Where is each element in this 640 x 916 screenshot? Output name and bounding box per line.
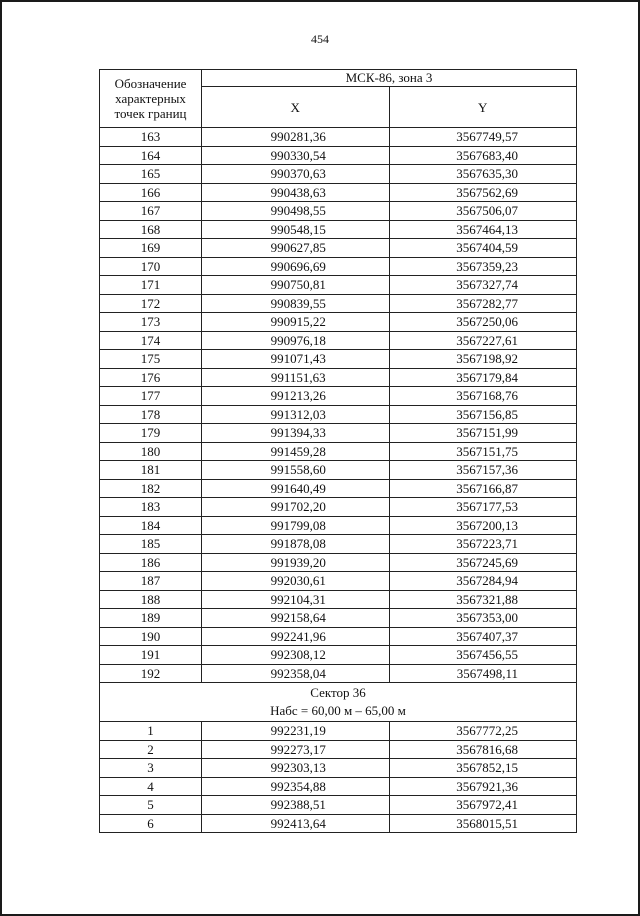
point-number: 164 (100, 146, 202, 165)
table-row (100, 796, 577, 815)
point-number: 2 (100, 740, 202, 759)
table-row (100, 183, 577, 202)
y-coordinate: 3567921,36 (389, 777, 577, 796)
x-coordinate: 991071,43 (202, 350, 390, 369)
x-coordinate: 991459,28 (202, 442, 390, 461)
x-coordinate: 990750,81 (202, 276, 390, 295)
table-body-main (100, 128, 577, 683)
point-number: 4 (100, 777, 202, 796)
sector-height: Набс = 60,00 м – 65,00 м (270, 703, 406, 718)
x-coordinate: 990330,54 (202, 146, 390, 165)
table-row (100, 759, 577, 778)
point-number: 173 (100, 313, 202, 332)
x-coordinate: 991151,63 (202, 368, 390, 387)
x-coordinate: 992413,64 (202, 814, 390, 833)
sector-block (100, 683, 577, 722)
x-coordinate: 992303,13 (202, 759, 390, 778)
table-row (100, 572, 577, 591)
x-coordinate: 991213,26 (202, 387, 390, 406)
table-row (100, 814, 577, 833)
point-number: 187 (100, 572, 202, 591)
y-coordinate: 3567179,84 (389, 368, 577, 387)
y-coordinate: 3567635,30 (389, 165, 577, 184)
x-coordinate: 992388,51 (202, 796, 390, 815)
table-row (100, 220, 577, 239)
y-coordinate: 3567972,41 (389, 796, 577, 815)
table-row (100, 350, 577, 369)
x-coordinate: 990438,63 (202, 183, 390, 202)
point-number: 184 (100, 516, 202, 535)
y-coordinate: 3567223,71 (389, 535, 577, 554)
y-coordinate: 3567353,00 (389, 609, 577, 628)
point-number: 186 (100, 553, 202, 572)
table-row (100, 664, 577, 683)
sector-header-row (100, 683, 577, 722)
table-row (100, 722, 577, 741)
y-coordinate: 3567227,61 (389, 331, 577, 350)
y-coordinate: 3567407,37 (389, 627, 577, 646)
x-coordinate: 990370,63 (202, 165, 390, 184)
x-coordinate: 992030,61 (202, 572, 390, 591)
x-coordinate: 991799,08 (202, 516, 390, 535)
table-row (100, 424, 577, 443)
y-coordinate: 3567749,57 (389, 128, 577, 147)
y-coordinate: 3567404,59 (389, 239, 577, 258)
x-coordinate: 992358,04 (202, 664, 390, 683)
x-coordinate: 990548,15 (202, 220, 390, 239)
header-line: точек границ (114, 106, 187, 121)
x-coordinate: 992158,64 (202, 609, 390, 628)
y-coordinate: 3567151,99 (389, 424, 577, 443)
sector-header (100, 683, 577, 722)
table-row (100, 294, 577, 313)
table-row (100, 146, 577, 165)
point-number: 169 (100, 239, 202, 258)
point-number: 183 (100, 498, 202, 517)
point-number: 175 (100, 350, 202, 369)
x-coordinate: 990976,18 (202, 331, 390, 350)
point-number: 188 (100, 590, 202, 609)
header-point-designation (100, 70, 202, 128)
table-row (100, 442, 577, 461)
table-row (100, 239, 577, 258)
point-number: 182 (100, 479, 202, 498)
table-row (100, 202, 577, 221)
table-row (100, 387, 577, 406)
y-coordinate: 3567200,13 (389, 516, 577, 535)
table-row (100, 590, 577, 609)
table-row (100, 740, 577, 759)
table-row (100, 535, 577, 554)
y-coordinate: 3567198,92 (389, 350, 577, 369)
x-coordinate: 991702,20 (202, 498, 390, 517)
x-coordinate: 992231,19 (202, 722, 390, 741)
table-body-sector (100, 722, 577, 833)
table-row (100, 276, 577, 295)
point-number: 189 (100, 609, 202, 628)
point-number: 168 (100, 220, 202, 239)
header-line: Обозначение (114, 76, 187, 91)
table-row (100, 461, 577, 480)
sector-title: Сектор 36 (310, 685, 366, 700)
y-coordinate: 3567456,55 (389, 646, 577, 665)
x-coordinate: 992308,12 (202, 646, 390, 665)
point-number: 167 (100, 202, 202, 221)
point-number: 170 (100, 257, 202, 276)
x-coordinate: 992354,88 (202, 777, 390, 796)
table-row (100, 257, 577, 276)
y-coordinate: 3567151,75 (389, 442, 577, 461)
point-number: 179 (100, 424, 202, 443)
point-number: 185 (100, 535, 202, 554)
y-coordinate: 3567772,25 (389, 722, 577, 741)
y-coordinate: 3567683,40 (389, 146, 577, 165)
point-number: 1 (100, 722, 202, 741)
point-number: 176 (100, 368, 202, 387)
header-line: характерных (115, 91, 186, 106)
y-coordinate: 3567250,06 (389, 313, 577, 332)
point-number: 181 (100, 461, 202, 480)
y-coordinate: 3567166,87 (389, 479, 577, 498)
x-coordinate: 992273,17 (202, 740, 390, 759)
y-coordinate: 3567321,88 (389, 590, 577, 609)
y-coordinate: 3567359,23 (389, 257, 577, 276)
y-coordinate: 3567464,13 (389, 220, 577, 239)
table-row (100, 498, 577, 517)
y-coordinate: 3567245,69 (389, 553, 577, 572)
header-y: Y (389, 87, 577, 128)
y-coordinate: 3567282,77 (389, 294, 577, 313)
table-row (100, 128, 577, 147)
point-number: 191 (100, 646, 202, 665)
point-number: 5 (100, 796, 202, 815)
x-coordinate: 991640,49 (202, 479, 390, 498)
y-coordinate: 3567506,07 (389, 202, 577, 221)
x-coordinate: 991939,20 (202, 553, 390, 572)
y-coordinate: 3568015,51 (389, 814, 577, 833)
table-row (100, 777, 577, 796)
point-number: 163 (100, 128, 202, 147)
point-number: 178 (100, 405, 202, 424)
y-coordinate: 3567498,11 (389, 664, 577, 683)
table-row (100, 479, 577, 498)
table-row (100, 313, 577, 332)
table-row (100, 609, 577, 628)
x-coordinate: 990839,55 (202, 294, 390, 313)
coordinates-table (99, 69, 577, 833)
page-number: 454 (311, 32, 329, 46)
x-coordinate: 990281,36 (202, 128, 390, 147)
point-number: 165 (100, 165, 202, 184)
y-coordinate: 3567852,15 (389, 759, 577, 778)
x-coordinate: 990696,69 (202, 257, 390, 276)
x-coordinate: 990498,55 (202, 202, 390, 221)
y-coordinate: 3567168,76 (389, 387, 577, 406)
table-row (100, 368, 577, 387)
point-number: 3 (100, 759, 202, 778)
point-number: 171 (100, 276, 202, 295)
point-number: 180 (100, 442, 202, 461)
table-row (100, 165, 577, 184)
x-coordinate: 992241,96 (202, 627, 390, 646)
x-coordinate: 991878,08 (202, 535, 390, 554)
x-coordinate: 992104,31 (202, 590, 390, 609)
y-coordinate: 3567816,68 (389, 740, 577, 759)
y-coordinate: 3567562,69 (389, 183, 577, 202)
point-number: 174 (100, 331, 202, 350)
y-coordinate: 3567156,85 (389, 405, 577, 424)
point-number: 166 (100, 183, 202, 202)
table-row (100, 553, 577, 572)
header-x: X (202, 87, 390, 128)
y-coordinate: 3567284,94 (389, 572, 577, 591)
x-coordinate: 991558,60 (202, 461, 390, 480)
header-coordinate-system: МСК-86, зона 3 (202, 70, 577, 87)
table-row (100, 331, 577, 350)
table-row (100, 516, 577, 535)
point-number: 190 (100, 627, 202, 646)
x-coordinate: 991312,03 (202, 405, 390, 424)
table-row (100, 646, 577, 665)
x-coordinate: 990627,85 (202, 239, 390, 258)
y-coordinate: 3567177,53 (389, 498, 577, 517)
point-number: 172 (100, 294, 202, 313)
table-row (100, 405, 577, 424)
table-row (100, 627, 577, 646)
point-number: 6 (100, 814, 202, 833)
x-coordinate: 991394,33 (202, 424, 390, 443)
point-number: 177 (100, 387, 202, 406)
point-number: 192 (100, 664, 202, 683)
x-coordinate: 990915,22 (202, 313, 390, 332)
y-coordinate: 3567327,74 (389, 276, 577, 295)
y-coordinate: 3567157,36 (389, 461, 577, 480)
